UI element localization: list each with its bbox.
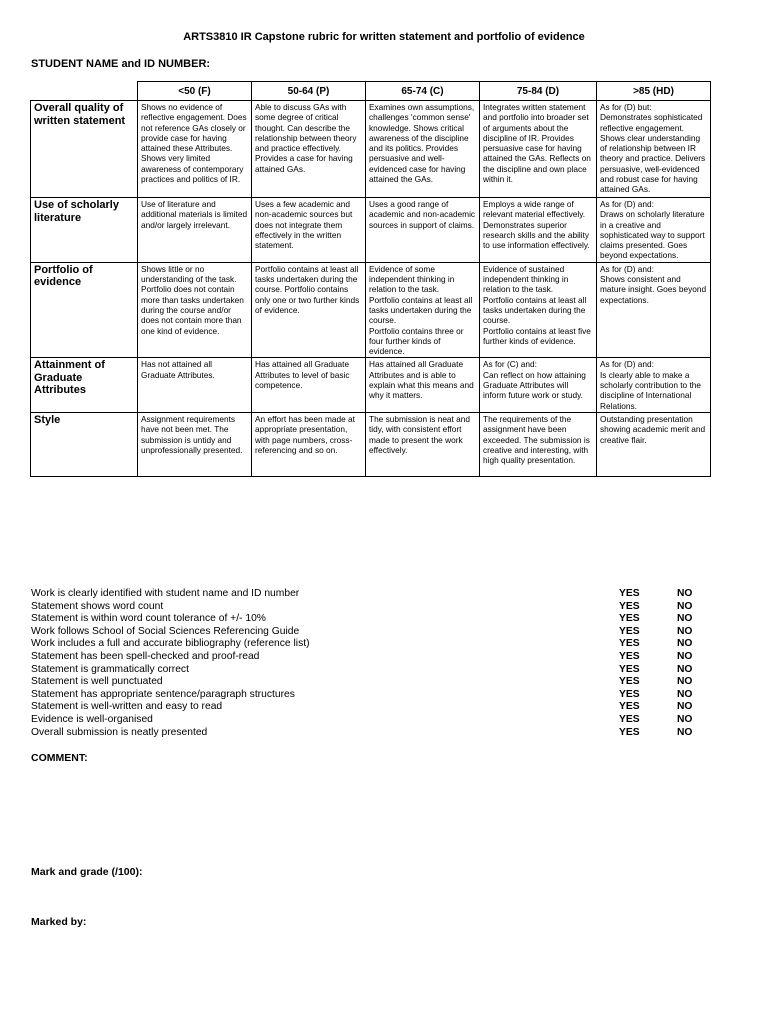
document-title: ARTS3810 IR Capstone rubric for written statement and portfolio of evidence — [183, 31, 585, 43]
yes-option[interactable]: YES — [619, 600, 640, 612]
yes-option[interactable]: YES — [619, 701, 640, 713]
no-option[interactable]: NO — [677, 663, 693, 675]
rubric-row-graduate-attributes — [31, 358, 711, 412]
checklist-row — [31, 638, 721, 651]
rubric-cell: Shows no evidence of reflective engagement. Does not reference GAs closely or provide case for having attained these Attributes. Shows very limited awareness of contemporary practices and politics of IR. — [138, 101, 252, 198]
no-option[interactable]: NO — [677, 650, 693, 662]
no-option[interactable]: NO — [677, 600, 693, 612]
yes-option[interactable]: YES — [619, 650, 640, 662]
checklist-row — [31, 676, 721, 689]
criterion-label: Overall quality of written statement — [31, 101, 138, 198]
yes-option[interactable]: YES — [619, 726, 640, 738]
no-option[interactable]: NO — [677, 638, 693, 650]
student-name-label: STUDENT NAME and ID NUMBER: — [31, 58, 211, 70]
no-option[interactable]: NO — [677, 625, 693, 637]
rubric-cell: An effort has been made at appropriate presentation, with page numbers, cross-referencing and so on. — [252, 412, 366, 476]
checklist-item-label: Statement shows word count — [31, 600, 164, 612]
rubric-cell: Assignment requirements have not been met. The submission is untidy and unprofessionally presented. — [138, 412, 252, 476]
checklist-item-label: Overall submission is neatly presented — [31, 726, 208, 738]
no-option[interactable]: NO — [677, 726, 693, 738]
rubric-cell: As for (D) and: Shows consistent and mature insight. Goes beyond expectations. — [597, 262, 711, 358]
grade-header-c: 65-74 (C) — [366, 82, 480, 101]
yes-option[interactable]: YES — [619, 688, 640, 700]
grade-header-row — [31, 82, 711, 101]
rubric-cell: Has attained all Graduate Attributes and is able to explain what this means and why it matters. — [366, 358, 480, 412]
rubric-cell: Outstanding presentation showing academic merit and creative flair. — [597, 412, 711, 476]
rubric-table — [30, 81, 711, 477]
marked-by-label: Marked by: — [31, 916, 87, 928]
no-option[interactable]: NO — [677, 588, 693, 599]
rubric-cell: Has not attained all Graduate Attributes. — [138, 358, 252, 412]
rubric-cell: Uses a few academic and non-academic sources but does not integrate them effectively in the written statement. — [252, 198, 366, 263]
rubric-cell: Portfolio contains at least all tasks undertaken during the course. Portfolio contains only one or two further kinds of evidence. — [252, 262, 366, 358]
rubric-cell: Able to discuss GAs with some degree of critical thought. Can describe the relationship between theory and practice effectively. Provides a case for having attained GAs. — [252, 101, 366, 198]
criterion-label: Attainment of Graduate Attributes — [31, 358, 138, 412]
yes-option[interactable]: YES — [619, 638, 640, 650]
checklist-item-label: Work follows School of Social Sciences Referencing Guide — [31, 625, 300, 637]
criterion-label: Portfolio of evidence — [31, 262, 138, 358]
yes-option[interactable]: YES — [619, 663, 640, 675]
rubric-cell: Evidence of some independent thinking in relation to the task. Portfolio contains at least all tasks undertaken during the course. Portfolio contains three or four further kinds of evidence. — [366, 262, 480, 358]
yes-option[interactable]: YES — [619, 713, 640, 725]
grade-header-d: 75-84 (D) — [480, 82, 597, 101]
grade-header-p: 50-64 (P) — [252, 82, 366, 101]
grade-header-f: <50 (F) — [138, 82, 252, 101]
rubric-row-scholarly-literature — [31, 198, 711, 263]
no-option[interactable]: NO — [677, 613, 693, 625]
submission-checklist — [31, 588, 721, 739]
checklist-row — [31, 651, 721, 664]
rubric-cell: Shows little or no understanding of the task. Portfolio does not contain more than tasks undertaken during the course and/or does not contain more than one kind of evidence. — [138, 262, 252, 358]
rubric-cell: Integrates written statement and portfolio into broader set of arguments about the discipline of IR. Provides persuasive case for having attained the GAs. Reflects on the discipline and own place within it. — [480, 101, 597, 198]
checklist-row — [31, 664, 721, 677]
checklist-item-label: Work includes a full and accurate bibliography (reference list) — [31, 638, 310, 650]
rubric-cell: Use of literature and additional materials is limited and/or largely irrelevant. — [138, 198, 252, 263]
comment-label: COMMENT: — [31, 752, 88, 764]
checklist-row — [31, 727, 721, 740]
criterion-label: Use of scholarly literature — [31, 198, 138, 263]
checklist-row — [31, 613, 721, 626]
no-option[interactable]: NO — [677, 688, 693, 700]
no-option[interactable]: NO — [677, 701, 693, 713]
rubric-cell: The submission is neat and tidy, with consistent effort made to present the work effectively. — [366, 412, 480, 476]
no-option[interactable]: NO — [677, 676, 693, 688]
checklist-row — [31, 601, 721, 614]
checklist-item-label: Statement is grammatically correct — [31, 663, 189, 675]
rubric-cell: The requirements of the assignment have been exceeded. The submission is creative and interesting, with high quality presentation. — [480, 412, 597, 476]
checklist-item-label: Statement has appropriate sentence/paragraph structures — [31, 688, 295, 700]
criterion-label: Style — [31, 412, 138, 476]
checklist-item-label: Work is clearly identified with student name and ID number — [31, 588, 300, 599]
rubric-row-style — [31, 412, 711, 476]
checklist-item-label: Statement has been spell-checked and proof-read — [31, 650, 260, 662]
checklist-row — [31, 714, 721, 727]
rubric-cell: As for (D) and: Is clearly able to make a scholarly contribution to the discipline of International Relations. — [597, 358, 711, 412]
checklist-row — [31, 626, 721, 639]
checklist-row — [31, 588, 721, 601]
rubric-cell: Uses a good range of academic and non-academic sources in support of claims. — [366, 198, 480, 263]
yes-option[interactable]: YES — [619, 613, 640, 625]
yes-option[interactable]: YES — [619, 676, 640, 688]
checklist-item-label: Statement is within word count tolerance of +/- 10% — [31, 613, 266, 625]
rubric-row-portfolio — [31, 262, 711, 358]
checklist-row — [31, 701, 721, 714]
rubric-cell: Has attained all Graduate Attributes to level of basic competence. — [252, 358, 366, 412]
rubric-cell: As for (D) but: Demonstrates sophisticated reflective engagement. Shows clear understanding of relationship between IR theory and practice. Delivers persuasive, well-evidenced and robust case for having attained GAs. — [597, 101, 711, 198]
rubric-cell: As for (D) and: Draws on scholarly literature in a creative and sophisticated way to support claims presented. Goes beyond expectations. — [597, 198, 711, 263]
yes-option[interactable]: YES — [619, 588, 640, 599]
no-option[interactable]: NO — [677, 713, 693, 725]
checklist-row — [31, 689, 721, 702]
rubric-cell: Employs a wide range of relevant material effectively. Demonstrates superior research skills and the ability to use information effectively. — [480, 198, 597, 263]
mark-grade-label: Mark and grade (/100): — [31, 866, 143, 878]
grade-header-hd: >85 (HD) — [597, 82, 711, 101]
checklist-item-label: Evidence is well-organised — [31, 713, 153, 725]
rubric-cell: Evidence of sustained independent thinking in relation to the task. Portfolio contains at least all tasks undertaken during the course. Portfolio contains at least five further kinds of evidence. — [480, 262, 597, 358]
rubric-cell: Examines own assumptions, challenges 'common sense' knowledge. Shows critical awareness of the discipline and its politics. Provides persuasive and well-evidenced case for having attained the GAs. — [366, 101, 480, 198]
header-blank — [31, 82, 138, 101]
checklist-item-label: Statement is well punctuated — [31, 676, 163, 688]
yes-option[interactable]: YES — [619, 625, 640, 637]
rubric-row-overall-quality — [31, 101, 711, 198]
rubric-cell: As for (C) and: Can reflect on how attaining Graduate Attributes will inform future work or study. — [480, 358, 597, 412]
checklist-item-label: Statement is well-written and easy to read — [31, 701, 223, 713]
